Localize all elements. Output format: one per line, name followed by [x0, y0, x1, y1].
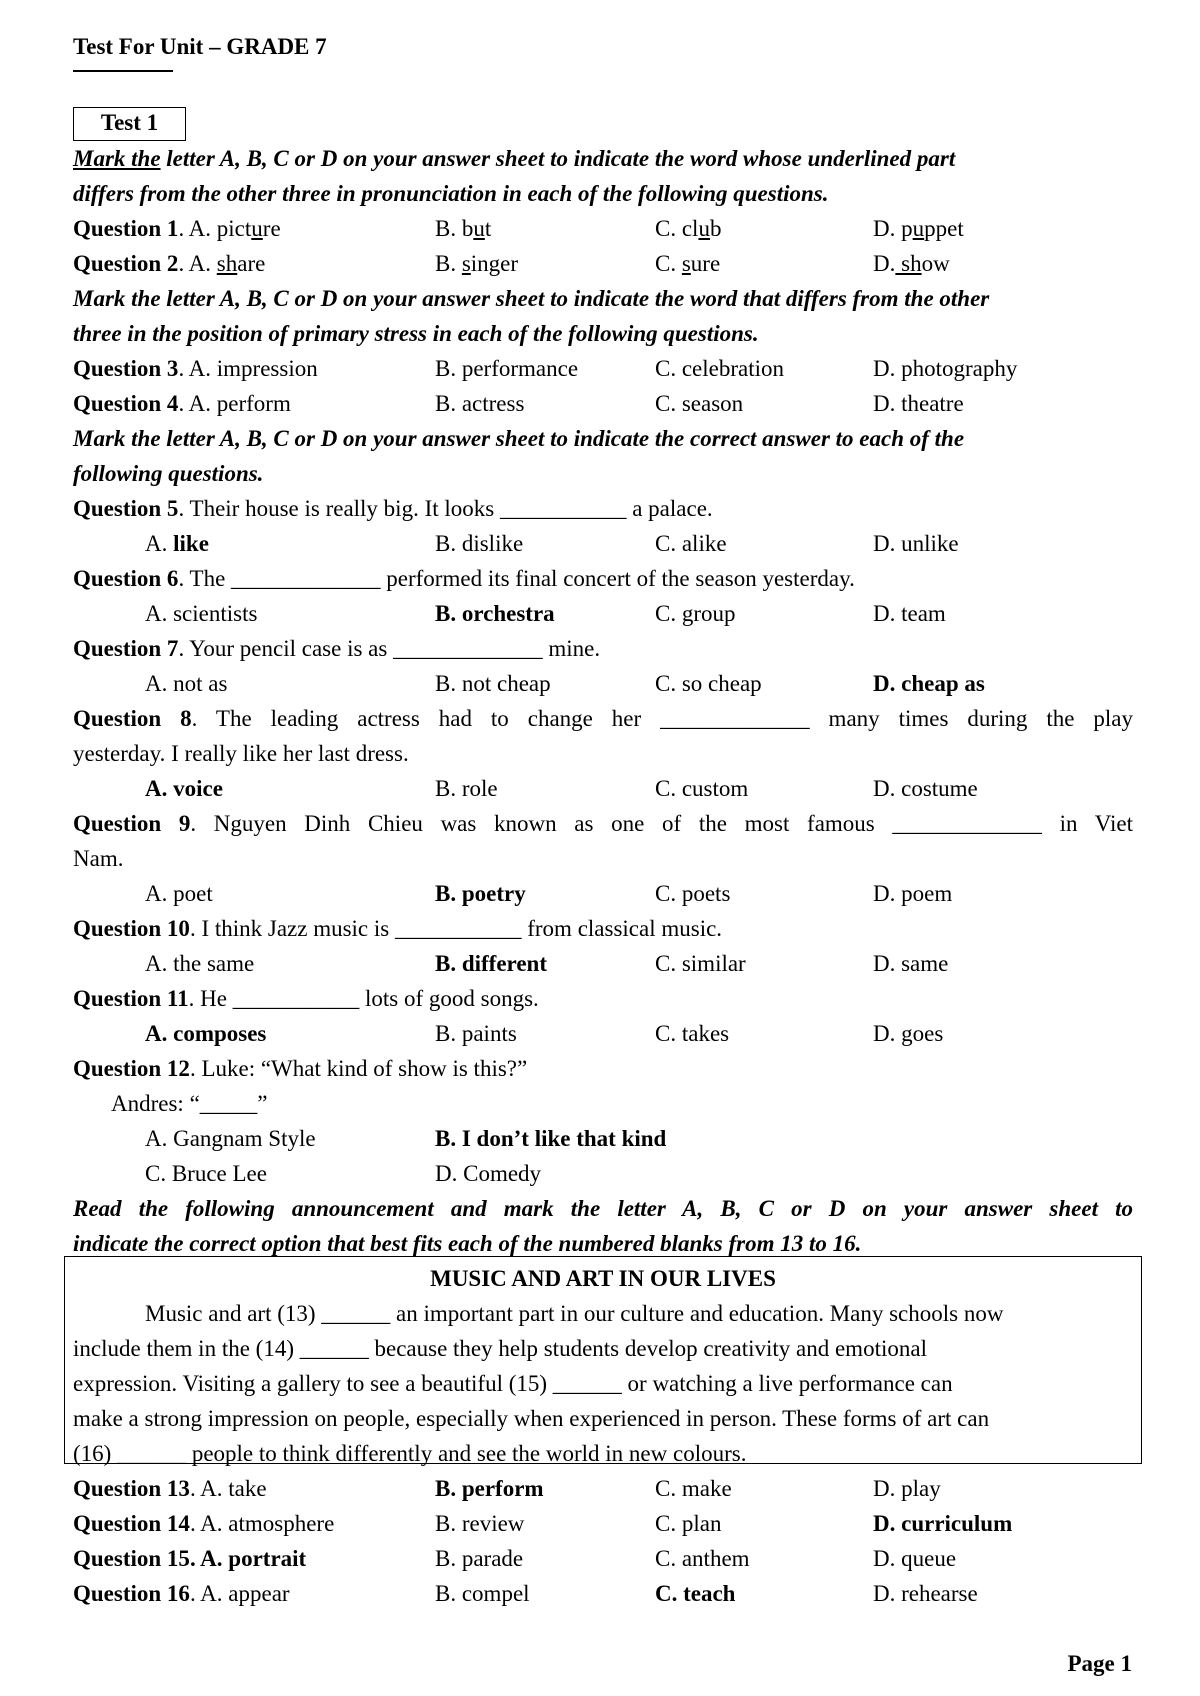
section1-instruction-line2: differs from the other three in pronunciation in each of the following questions. — [73, 181, 829, 206]
passage-line-3: expression. Visiting a gallery to see a beautiful (15) ______ or watching a live performance can — [73, 1371, 953, 1396]
question-12-options-row1 — [73, 1122, 1133, 1156]
question-15-option-b: B. parade — [435, 1546, 524, 1571]
question-11-option-d: D. goes — [873, 1021, 944, 1046]
question-9-option-a: A. poet — [145, 881, 213, 906]
question-7-option-d: D. cheap as — [873, 671, 985, 696]
section4-instruction-line1: Read the following announcement and mark the letter A, B, C or D on your answer sheet to — [73, 1196, 1133, 1221]
question-4 — [73, 387, 1133, 421]
question-1-option-a: Question 1. A. picture — [73, 216, 281, 241]
question-label: Question 2 — [73, 251, 179, 276]
question-label: Question 9 — [73, 811, 191, 836]
question-1-option-c: C. club — [655, 216, 722, 241]
question-5-stem: Question 5. Their house is really big. It looks ___________ a palace. — [73, 496, 713, 521]
question-2-option-d: D. show — [873, 251, 950, 276]
passage-title: MUSIC AND ART IN OUR LIVES — [430, 1266, 776, 1291]
question-14-option-d: D. curriculum — [873, 1511, 1013, 1536]
question-2-option-a: Question 2. A. share — [73, 251, 266, 276]
question-12-option-b: B. I don’t like that kind — [435, 1126, 667, 1151]
question-8-option-c: C. custom — [655, 776, 749, 801]
question-9-option-c: C. poets — [655, 881, 731, 906]
question-1 — [73, 212, 1133, 246]
question-8-stem-line1: Question 8. The leading actress had to change her _____________ many times during the play — [73, 706, 1133, 731]
question-3-option-d: D. photography — [873, 356, 1018, 381]
question-6-option-a: A. scientists — [145, 601, 258, 626]
question-11-stem: Question 11. He ___________ lots of good songs. — [73, 986, 539, 1011]
question-6-options — [73, 597, 1133, 631]
question-label: Question 1 — [73, 216, 179, 241]
question-15-option-d: D. queue — [873, 1546, 957, 1571]
question-4-option-d: D. theatre — [873, 391, 964, 416]
question-5-option-d: D. unlike — [873, 531, 959, 556]
section2-instruction-line2: three in the position of primary stress in each of the following questions. — [73, 321, 759, 346]
question-label: Question 7 — [73, 636, 179, 661]
question-4-option-c: C. season — [655, 391, 744, 416]
question-10-option-c: C. similar — [655, 951, 746, 976]
question-3-option-c: C. celebration — [655, 356, 785, 381]
passage-line-4: make a strong impression on people, especially when experienced in person. These forms of art can — [73, 1406, 990, 1431]
question-10-option-b: B. different — [435, 951, 548, 976]
question-9-options — [73, 877, 1133, 911]
question-16-option-c: C. teach — [655, 1581, 736, 1606]
question-label: Question 14 — [73, 1511, 190, 1536]
question-9-option-b: B. poetry — [435, 881, 526, 906]
question-3-option-b: B. performance — [435, 356, 579, 381]
question-15 — [73, 1542, 1133, 1576]
question-12-option-a: A. Gangnam Style — [145, 1126, 316, 1151]
question-10-option-d: D. same — [873, 951, 949, 976]
passage-line-5: (16) ______ people to think differently and see the world in new colours. — [73, 1441, 747, 1466]
question-3 — [73, 352, 1133, 386]
question-1-option-b: B. but — [435, 216, 492, 241]
question-12-stem: Question 12. Luke: “What kind of show is this?” — [73, 1056, 528, 1081]
question-12-options-row2 — [73, 1157, 1133, 1191]
section3-instruction-line1: Mark the letter A, B, C or D on your answer sheet to indicate the correct answer to each of the — [73, 426, 965, 451]
question-3-option-a: Question 3. A. impression — [73, 356, 318, 381]
question-2-option-c: C. sure — [655, 251, 721, 276]
question-label: Question 10 — [73, 916, 190, 941]
question-8-option-b: B. role — [435, 776, 498, 801]
question-7-option-a: A. not as — [145, 671, 228, 696]
question-13 — [73, 1472, 1133, 1506]
question-11-option-b: B. paints — [435, 1021, 517, 1046]
question-14 — [73, 1507, 1133, 1541]
question-6-option-d: D. team — [873, 601, 946, 626]
question-7-option-c: C. so cheap — [655, 671, 762, 696]
section4-instruction-line2: indicate the correct option that best fits each of the numbered blanks from 13 to 16. — [73, 1231, 862, 1256]
question-5-option-c: C. alike — [655, 531, 727, 556]
section2-instruction-line1: Mark the letter A, B, C or D on your answer sheet to indicate the word that differs from the other — [73, 286, 990, 311]
section1-underlined-text: Mark the — [73, 146, 161, 171]
question-9-stem-line1: Question 9. Nguyen Dinh Chieu was known as one of the most famous _____________ in Viet — [73, 811, 1133, 836]
question-9-stem-line2: Nam. — [73, 846, 124, 871]
question-13-option-a: Question 13. A. take — [73, 1476, 267, 1501]
section3-instruction-line2: following questions. — [73, 461, 264, 486]
question-label: Question 3 — [73, 356, 179, 381]
question-5-option-a: A. like — [145, 531, 209, 556]
question-label: Question 15 — [73, 1546, 190, 1571]
question-7-option-b: B. not cheap — [435, 671, 551, 696]
question-16 — [73, 1577, 1133, 1611]
question-1-option-d: D. puppet — [873, 216, 964, 241]
question-4-option-a: Question 4. A. perform — [73, 391, 291, 416]
title-underline — [73, 70, 173, 72]
question-9-option-d: D. poem — [873, 881, 953, 906]
question-6-option-c: C. group — [655, 601, 736, 626]
question-14-option-c: C. plan — [655, 1511, 722, 1536]
passage-line-1: Music and art (13) ______ an important part in our culture and education. Many schools now — [145, 1301, 1004, 1326]
question-8-option-a: A. voice — [145, 776, 223, 801]
question-6-stem: Question 6. The _____________ performed its final concert of the season yesterday. — [73, 566, 855, 591]
question-8-option-d: D. costume — [873, 776, 978, 801]
question-13-option-b: B. perform — [435, 1476, 544, 1501]
question-label: Question 13 — [73, 1476, 190, 1501]
question-label: Question 6 — [73, 566, 179, 591]
question-14-option-b: B. review — [435, 1511, 525, 1536]
question-5-options — [73, 527, 1133, 561]
question-5-option-b: B. dislike — [435, 531, 524, 556]
question-12-reply: Andres: “_____” — [111, 1091, 268, 1116]
question-8-options — [73, 772, 1133, 806]
question-13-option-d: D. play — [873, 1476, 941, 1501]
question-16-option-a: Question 16. A. appear — [73, 1581, 290, 1606]
question-label: Question 11 — [73, 986, 189, 1011]
question-10-options — [73, 947, 1133, 981]
question-label: Question 8 — [73, 706, 192, 731]
question-7-stem: Question 7. Your pencil case is as _____________ mine. — [73, 636, 601, 661]
question-4-option-b: B. actress — [435, 391, 525, 416]
question-6-option-b: B. orchestra — [435, 601, 555, 626]
question-16-option-b: B. compel — [435, 1581, 530, 1606]
question-15-option-c: C. anthem — [655, 1546, 750, 1571]
question-8-stem-line2: yesterday. I really like her last dress. — [73, 741, 409, 766]
question-16-option-d: D. rehearse — [873, 1581, 978, 1606]
question-label: Question 5 — [73, 496, 179, 521]
question-11-option-a: A. composes — [145, 1021, 267, 1046]
question-label: Question 12 — [73, 1056, 190, 1081]
question-15-option-a: Question 15. A. portrait — [73, 1546, 307, 1571]
section1-text: letter A, B, C or D on your answer sheet to indicate the word whose underlined part — [160, 146, 956, 171]
page-title: Test For Unit – GRADE 7 — [73, 34, 327, 59]
passage-line-2: include them in the (14) ______ because they help students develop creativity and emotional — [73, 1336, 927, 1361]
question-13-option-c: C. make — [655, 1476, 732, 1501]
test-label-box: Test 1 — [73, 107, 186, 141]
question-label: Question 4 — [73, 391, 179, 416]
question-12-option-c: C. Bruce Lee — [145, 1161, 267, 1186]
section1-instruction-line1 — [73, 142, 1133, 176]
question-10-stem: Question 10. I think Jazz music is ___________ from classical music. — [73, 916, 723, 941]
page-number: Page 1 — [1067, 1651, 1132, 1676]
question-label: Question 16 — [73, 1581, 190, 1606]
question-12-option-d: D. Comedy — [435, 1161, 542, 1186]
question-2 — [73, 247, 1133, 281]
question-10-option-a: A. the same — [145, 951, 255, 976]
question-11-options — [73, 1017, 1133, 1051]
question-14-option-a: Question 14. A. atmosphere — [73, 1511, 335, 1536]
question-2-option-b: B. singer — [435, 251, 519, 276]
question-7-options — [73, 667, 1133, 701]
question-11-option-c: C. takes — [655, 1021, 730, 1046]
